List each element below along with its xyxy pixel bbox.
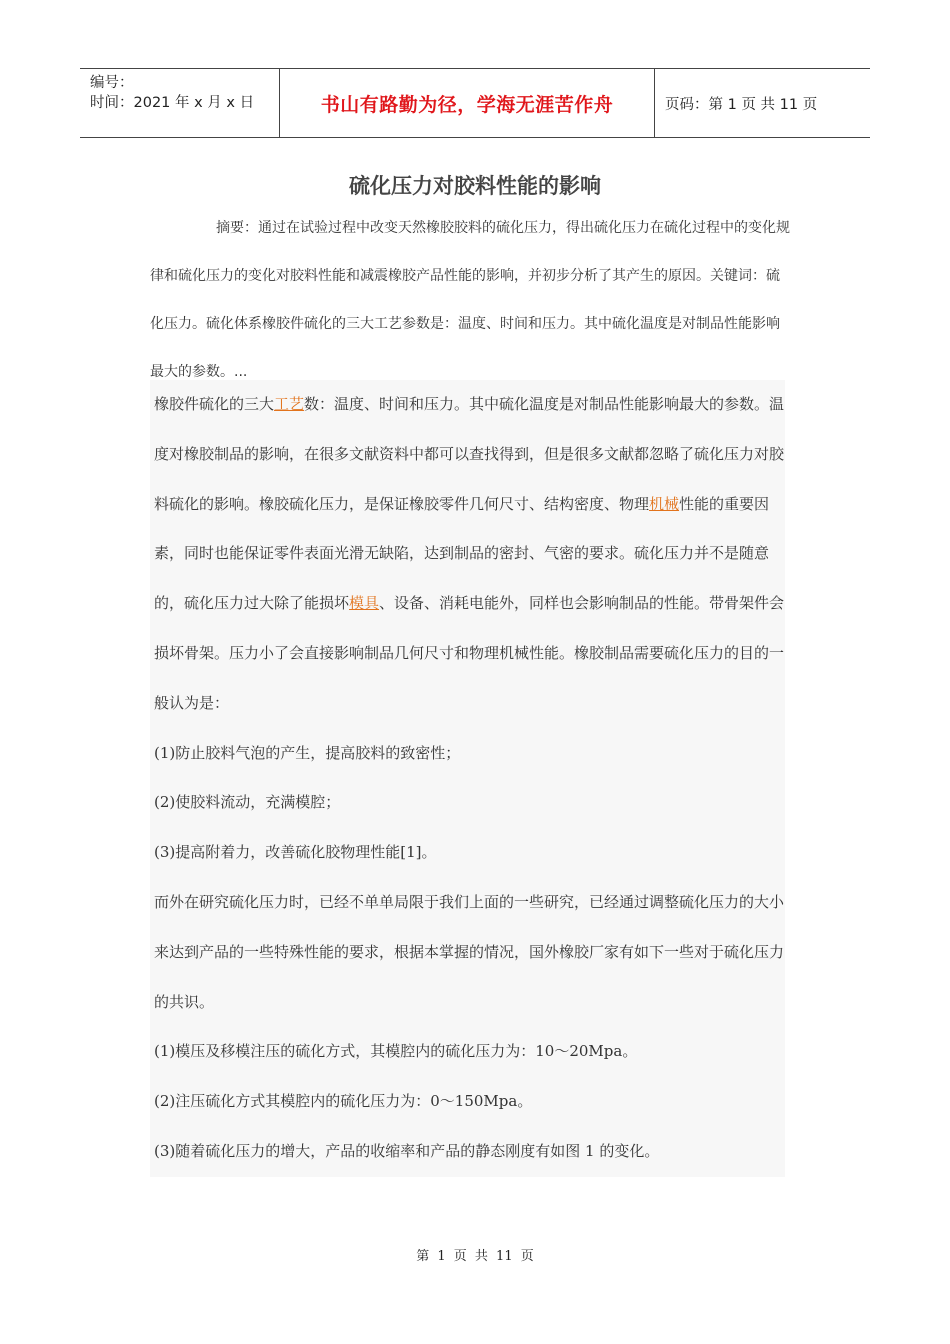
page-title: 硫化压力对胶料性能的影响 [349, 174, 601, 198]
header-table [80, 68, 870, 138]
body-text-span: 、设备、消耗电能外，同样也会影响制品的性能。带骨架件会损坏骨架。压力小了会直接影响制品几何尺寸和物理机械性能。橡胶制品需要硫化压力的目的一般认为是： [154, 594, 785, 712]
page-info: 页码：第 1 页 共 11 页 [665, 96, 818, 113]
time-label: 时间：2021 年 x 月 x 日 [90, 95, 255, 111]
link-process[interactable]: 工艺 [274, 395, 305, 413]
page-footer: 第 1 页 共 11 页 [416, 1249, 534, 1264]
body-text-span: 橡胶件硫化的三大 [154, 395, 275, 413]
list-item: (3)随着硫化压力的增大，产品的收缩率和产品的静态刚度有如图 1 的变化。 [154, 1141, 660, 1160]
number-label: 编号： [90, 75, 134, 91]
header-motto-cell [280, 69, 655, 137]
link-mold[interactable]: 模具 [349, 594, 380, 613]
body-text-span: 性能的重要因素，同时也能保证零件表面光滑无缺陷，达到制品的密封、气密的要求。硫化压力并不是随意的，硫化压力过大除了能损坏 [154, 494, 770, 613]
list-item: (2)使胶料流动，充满模腔； [154, 793, 341, 812]
body-text [150, 380, 785, 1177]
body-text-span: 数：温度、时间和压力。其中硫化温度是对制品性能影响最大的参数。温度对橡胶制品的影响，在很多文献资料中都可以查找得到，但是很多文献都忽略了硫化压力对胶料硫化的影响。橡胶硫化压力，是保证橡胶零件几何尺寸、结构密度、物理 [154, 395, 785, 513]
abstract: 摘要：通过在试验过程中改变天然橡胶胶料的硫化压力，得出硫化压力在硫化过程中的变化规律和硫化压力的变化对胶料性能和减震橡胶产品性能的影响，并初步分析了其产生的原因。关键词：硫化压力。硫化体系橡胶件硫化的三大工艺参数是：温度、时间和压力。其中硫化温度是对制品性能影响最大的参数。... [150, 220, 790, 380]
list-item: (1)防止胶料气泡的产生，提高胶料的致密性； [154, 743, 461, 762]
list-item: (3)提高附着力，改善硫化胶物理性能[1]。 [154, 843, 437, 862]
body-paragraph [150, 380, 785, 729]
header-left-cell [80, 69, 280, 137]
body-paragraph: 而外在研究硫化压力时，已经不单单局限于我们上面的一些研究，已经通过调整硫化压力的大小来达到产品的一些特殊性能的要求，根据本掌握的情况，国外橡胶厂家有如下一些对于硫化压力的共识。 [154, 892, 785, 1011]
motto-text: 书山有路勤为径，学海无涯苦作舟 [320, 93, 614, 116]
list-item: (2)注压硫化方式其模腔内的硫化压力为：0～150Mpa。 [154, 1092, 533, 1111]
link-machinery[interactable]: 机械 [649, 494, 680, 513]
list-item: (1)模压及移模注压的硫化方式，其模腔内的硫化压力为：10～20Mpa。 [154, 1042, 638, 1061]
